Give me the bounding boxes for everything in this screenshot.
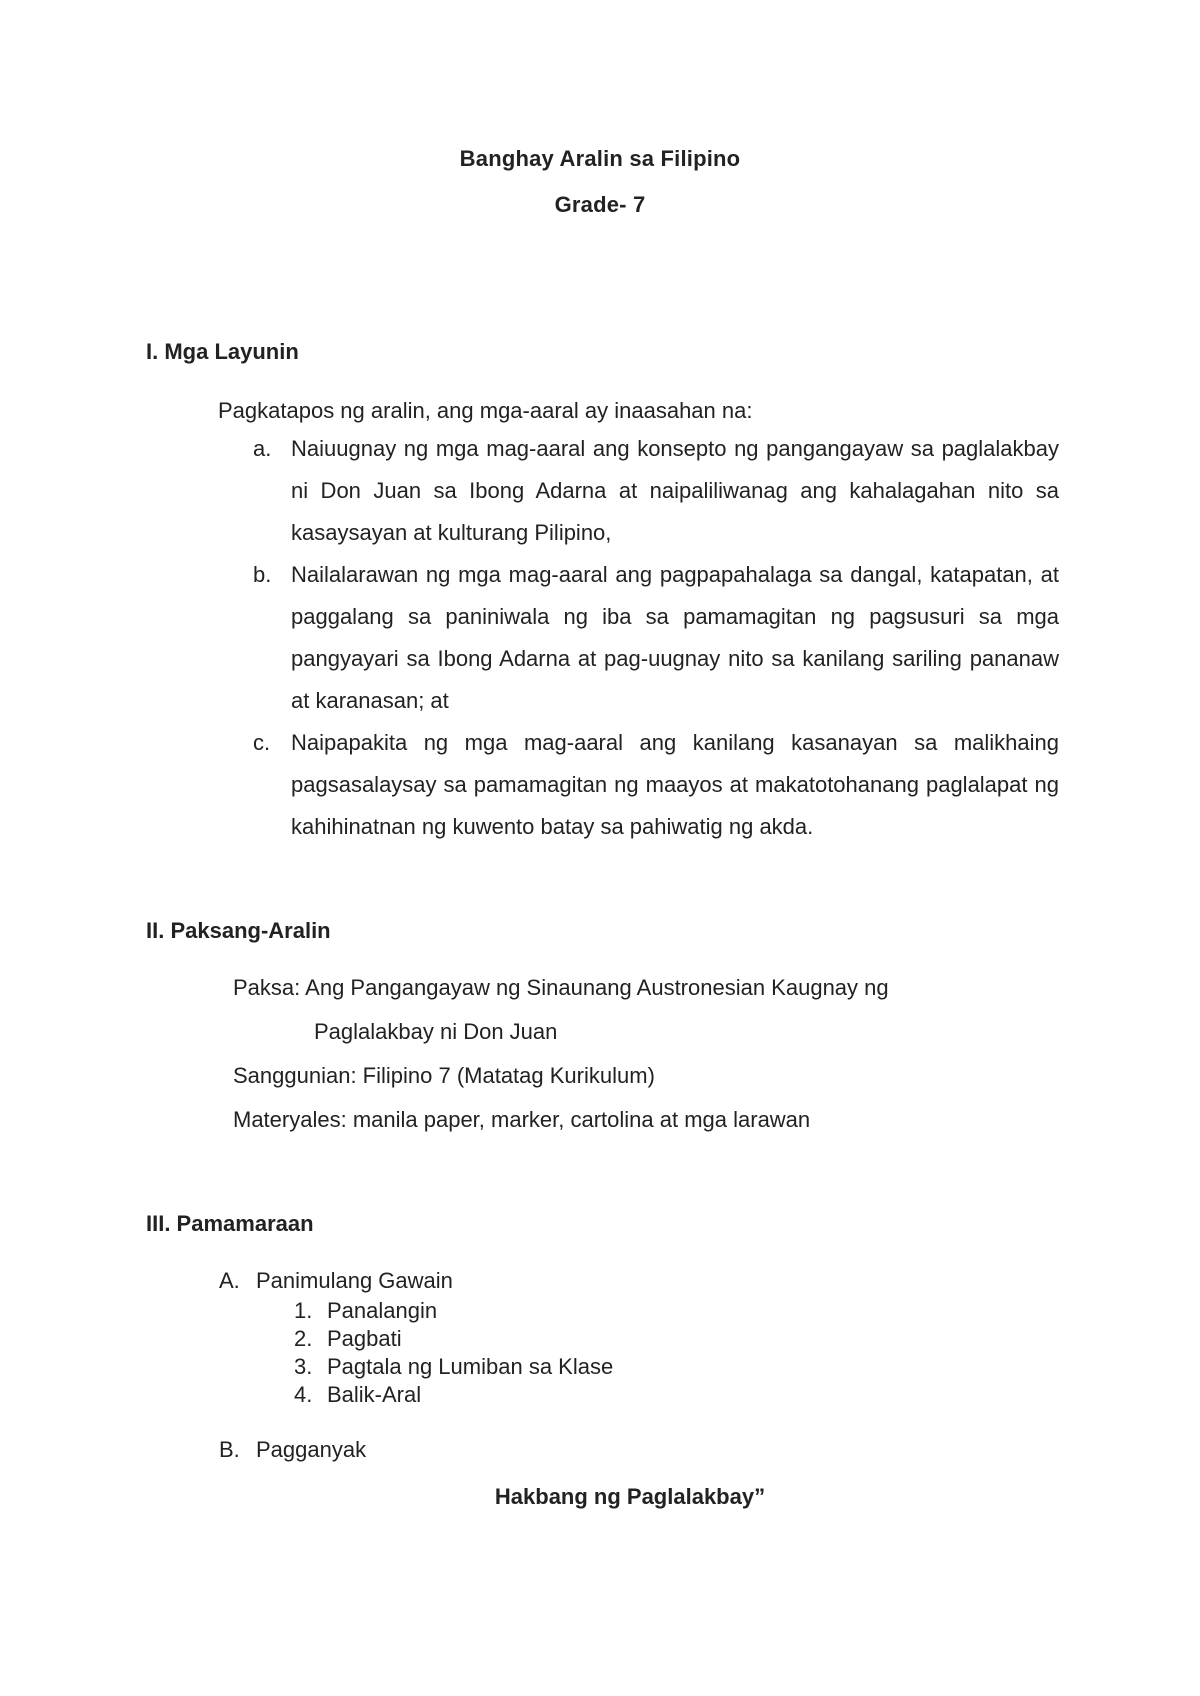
paksa-line: Paksa: Ang Pangangayaw ng Sinaunang Austronesian Kaugnay ng	[233, 975, 889, 1000]
part-b-label: Pagganyak	[256, 1437, 367, 1462]
list-marker: a.	[253, 436, 272, 461]
list-marker: 1.	[294, 1298, 313, 1323]
objectives-list	[253, 428, 1059, 848]
list-marker: 4.	[294, 1382, 313, 1407]
sanggunian-line: Sanggunian: Filipino 7 (Matatag Kurikulum)	[233, 1063, 655, 1088]
list-marker: B.	[219, 1437, 240, 1462]
activity-title: Hakbang ng Paglalakbay”	[494, 1484, 766, 1509]
document-title: Banghay Aralin sa Filipino	[459, 146, 741, 171]
topic-block	[233, 966, 889, 1142]
part-a	[219, 1268, 453, 1294]
section-heading-layunin: I. Mga Layunin	[146, 339, 299, 364]
part-b	[219, 1437, 366, 1463]
part-a-label: Panimulang Gawain	[256, 1268, 453, 1293]
list-item	[294, 1353, 613, 1381]
grade-level: Grade- 7	[554, 192, 646, 217]
list-item-label: Balik-Aral	[327, 1382, 422, 1407]
list-item	[294, 1297, 613, 1325]
objective-item	[253, 428, 1059, 554]
list-item	[294, 1381, 613, 1409]
list-marker: 2.	[294, 1326, 313, 1351]
list-marker: 3.	[294, 1354, 313, 1379]
materyales-line: Materyales: manila paper, marker, cartolina at mga larawan	[233, 1107, 811, 1132]
list-marker: c.	[253, 730, 271, 755]
objective-text: Naipapakita ng mga mag-aaral ang kanilang kasanayan sa malikhaing pagsasalaysay sa pamamagitan ng maayos at makatotohanang paglalapat ng kahihinatnan ng kuwento batay sa pahiwatig ng akda.	[291, 730, 1059, 839]
panimulang-gawain-list	[294, 1297, 613, 1409]
paksa-continuation: Paglalakbay ni Don Juan	[314, 1019, 558, 1044]
list-marker: A.	[219, 1268, 240, 1293]
objective-item	[253, 554, 1059, 722]
list-marker: b.	[253, 562, 272, 587]
objective-text: Naiuugnay ng mga mag-aaral ang konsepto ng pangangayaw sa paglalakbay ni Don Juan sa Ibong Adarna at naipaliliwanag ang kahalagahan nito sa kasaysayan at kulturang Pilipino,	[291, 436, 1059, 545]
section-heading-paksang-aralin: II. Paksang-Aralin	[146, 918, 331, 943]
objective-item	[253, 722, 1059, 848]
objective-text: Nailalarawan ng mga mag-aaral ang pagpapahalaga sa dangal, katapatan, at paggalang sa paniniwala ng iba sa pamamagitan ng pagsusuri sa mga pangyayari sa Ibong Adarna at pag-uugnay nito sa kanilang sariling pananaw at karanasan; at	[291, 562, 1059, 713]
list-item-label: Pagbati	[327, 1326, 402, 1351]
list-item-label: Panalangin	[327, 1298, 438, 1323]
objectives-intro: Pagkatapos ng aralin, ang mga-aaral ay inaasahan na:	[218, 398, 753, 423]
list-item	[294, 1325, 613, 1353]
section-heading-pamamaraan: III. Pamamaraan	[146, 1211, 314, 1236]
list-item-label: Pagtala ng Lumiban sa Klase	[327, 1354, 614, 1379]
